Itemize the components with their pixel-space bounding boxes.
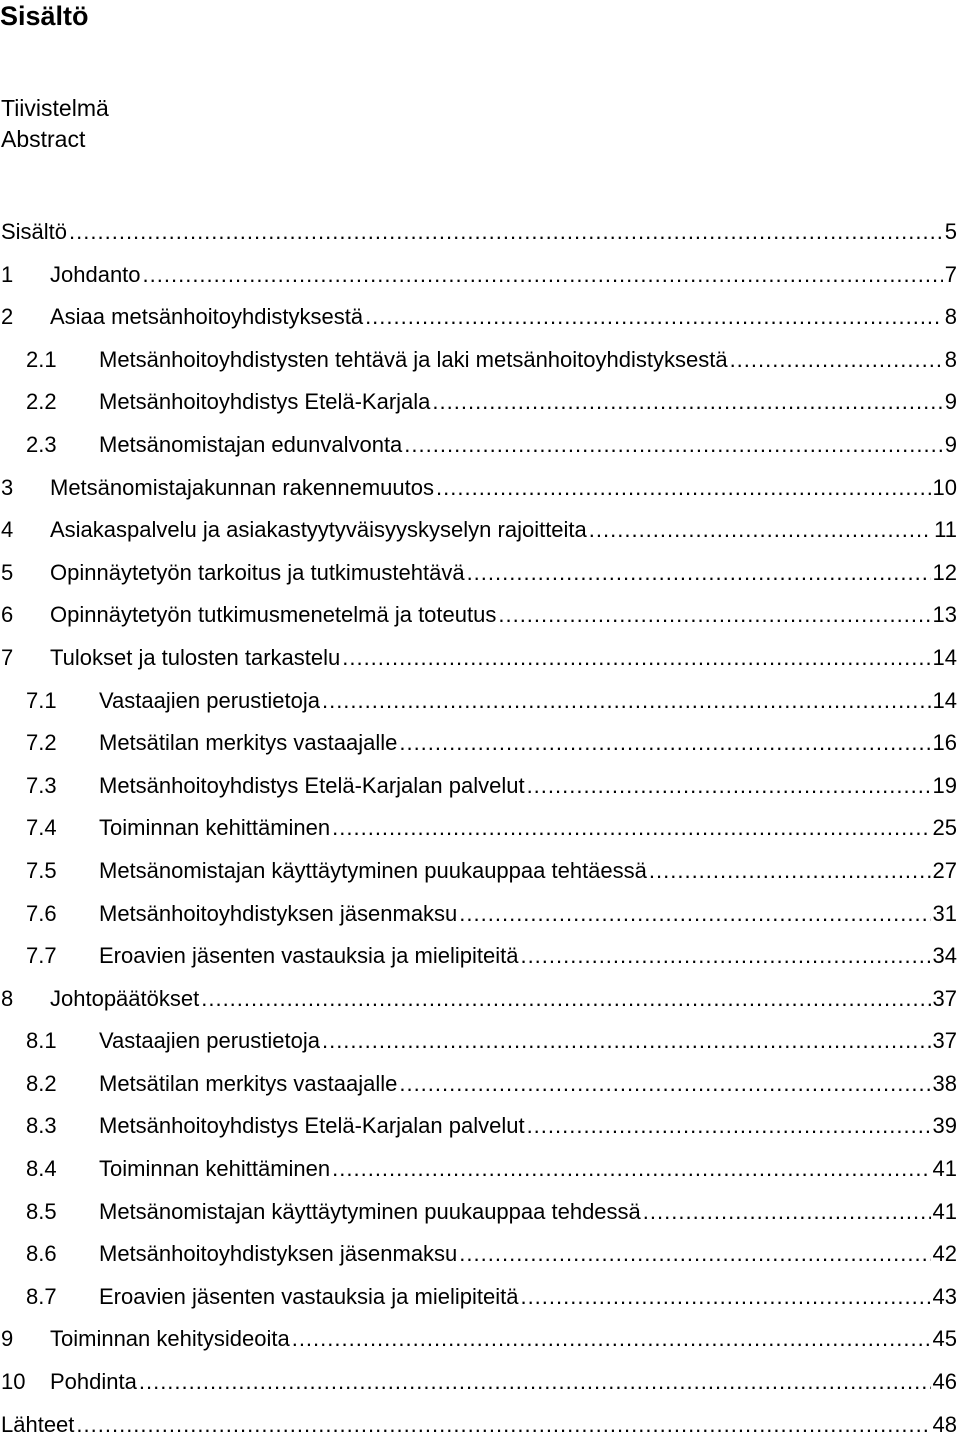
dot-leader bbox=[730, 339, 943, 382]
dot-leader bbox=[436, 467, 931, 510]
dot-leader bbox=[322, 1020, 931, 1063]
toc-entry-number: 7.1 bbox=[26, 687, 57, 713]
toc-entry-page-number: 41 bbox=[932, 1156, 957, 1182]
toc-entry-page-number: 16 bbox=[932, 730, 957, 756]
toc-entry[interactable] bbox=[0, 1361, 957, 1404]
dot-leader bbox=[467, 552, 931, 595]
toc-entry-page-number: 39 bbox=[932, 1113, 957, 1139]
dot-leader bbox=[432, 381, 942, 424]
toc-entry-line bbox=[99, 1105, 957, 1148]
toc-entry-title: Metsänhoitoyhdistysten tehtävä ja laki metsänhoitoyhdistyksestä bbox=[99, 339, 730, 382]
toc-entry-line bbox=[99, 424, 957, 467]
toc-entry[interactable] bbox=[0, 722, 957, 765]
toc-entry[interactable] bbox=[0, 594, 957, 637]
toc-entry[interactable] bbox=[0, 935, 957, 978]
toc-entry-line bbox=[99, 765, 957, 808]
dot-leader bbox=[498, 594, 930, 637]
toc-entry-line bbox=[99, 1191, 957, 1234]
toc-entry-title: Sisältö bbox=[1, 211, 69, 254]
toc-entry-title: Opinnäytetyön tutkimusmenetelmä ja toteutus bbox=[50, 594, 498, 637]
toc-entry-number: 7.2 bbox=[26, 730, 57, 756]
toc-entry-page-number: 41 bbox=[932, 1198, 957, 1224]
toc-entry[interactable] bbox=[0, 509, 957, 552]
toc-entry-line bbox=[99, 680, 957, 723]
toc-entry[interactable] bbox=[0, 1233, 957, 1276]
toc-entry-page-number: 13 bbox=[932, 602, 957, 628]
toc-entry-page-number: 45 bbox=[932, 1326, 957, 1352]
dot-leader bbox=[69, 211, 943, 254]
toc-entry-number: 4 bbox=[1, 517, 14, 543]
toc-entry[interactable] bbox=[0, 1276, 957, 1319]
toc-entry-number: 2.1 bbox=[26, 346, 57, 372]
toc-entry-number: 3 bbox=[1, 474, 14, 500]
toc-entry-page-number: 5 bbox=[944, 219, 957, 244]
toc-entry-title: Johdanto bbox=[50, 254, 143, 297]
toc-entry-number: 7.4 bbox=[26, 815, 57, 841]
toc-entry-title: Eroavien jäsenten vastauksia ja mielipiteitä bbox=[99, 935, 520, 978]
page-title: Sisältö bbox=[0, 1, 89, 31]
toc-entry-title: Toiminnan kehittäminen bbox=[99, 1148, 332, 1191]
toc-entry-title: Metsätilan merkitys vastaajalle bbox=[99, 1063, 399, 1106]
toc-entry[interactable] bbox=[0, 552, 957, 595]
toc-entry-page-number: 14 bbox=[932, 687, 957, 713]
toc-entry-number: 8.6 bbox=[26, 1241, 57, 1267]
dot-leader bbox=[459, 893, 930, 936]
dot-leader bbox=[292, 1318, 931, 1361]
prelim-abstract-fi: Tiivistelmä bbox=[1, 95, 109, 121]
toc-entry[interactable] bbox=[0, 254, 957, 297]
dot-leader bbox=[643, 1191, 931, 1234]
toc-entry-title: Pohdinta bbox=[50, 1361, 139, 1404]
toc-entry[interactable] bbox=[0, 296, 957, 339]
toc-entry[interactable] bbox=[0, 893, 957, 936]
toc-entry-page-number: 9 bbox=[944, 389, 957, 415]
toc-entry-line bbox=[99, 1063, 957, 1106]
toc-entry-number: 8 bbox=[1, 985, 14, 1011]
toc-entry-title: Asiakaspalvelu ja asiakastyytyväisyyskyselyn rajoitteita bbox=[50, 509, 589, 552]
toc-entry-line bbox=[50, 637, 957, 680]
toc-entry-title: Metsänomistajakunnan rakennemuutos bbox=[50, 467, 436, 510]
toc-entry-number: 10 bbox=[1, 1369, 26, 1395]
toc-entry-title: Metsänomistajan edunvalvonta bbox=[99, 424, 404, 467]
toc-entry-line bbox=[99, 722, 957, 765]
dot-leader bbox=[139, 1361, 931, 1404]
toc-entry-number: 6 bbox=[1, 602, 14, 628]
toc-entry-line bbox=[50, 467, 957, 510]
dot-leader bbox=[649, 850, 931, 893]
toc-entry-line bbox=[99, 935, 957, 978]
dot-leader bbox=[589, 509, 932, 552]
toc-entry-title: Asiaa metsänhoitoyhdistyksestä bbox=[50, 296, 365, 339]
toc-entry[interactable] bbox=[0, 211, 957, 254]
toc-entry-page-number: 48 bbox=[932, 1411, 957, 1437]
toc-entry-line bbox=[50, 594, 957, 637]
toc-entry-line bbox=[50, 296, 957, 339]
table-of-contents bbox=[0, 211, 957, 1446]
dot-leader bbox=[399, 722, 930, 765]
toc-entry-line bbox=[1, 1404, 957, 1446]
toc-entry-number: 7.6 bbox=[26, 900, 57, 926]
toc-entry-number: 5 bbox=[1, 559, 14, 585]
toc-entry-page-number: 34 bbox=[932, 943, 957, 969]
toc-entry-title: Metsänhoitoyhdistys Etelä-Karjalan palvelut bbox=[99, 765, 527, 808]
toc-entry-line bbox=[99, 381, 957, 424]
toc-entry-page-number: 9 bbox=[944, 431, 957, 457]
toc-entry-number: 8.7 bbox=[26, 1283, 57, 1309]
toc-entry[interactable] bbox=[0, 637, 957, 680]
toc-entry-title: Metsänhoitoyhdistyksen jäsenmaksu bbox=[99, 893, 459, 936]
toc-entry[interactable] bbox=[0, 1318, 957, 1361]
toc-entry-title: Johtopäätökset bbox=[50, 978, 201, 1021]
dot-leader bbox=[399, 1063, 930, 1106]
dot-leader bbox=[459, 1233, 930, 1276]
toc-entry-title: Metsänhoitoyhdistys Etelä-Karjala bbox=[99, 381, 432, 424]
toc-entry-page-number: 38 bbox=[932, 1070, 957, 1096]
toc-entry-line bbox=[99, 1148, 957, 1191]
toc-entry[interactable] bbox=[0, 424, 957, 467]
toc-entry-line bbox=[99, 1276, 957, 1319]
toc-entry-number: 2.3 bbox=[26, 431, 57, 457]
toc-entry-page-number: 19 bbox=[932, 772, 957, 798]
toc-entry[interactable] bbox=[0, 1020, 957, 1063]
dot-leader bbox=[143, 254, 943, 297]
toc-entry-line bbox=[99, 850, 957, 893]
toc-entry[interactable] bbox=[0, 339, 957, 382]
dot-leader bbox=[76, 1404, 930, 1446]
toc-entry[interactable] bbox=[0, 1105, 957, 1148]
toc-entry-page-number: 37 bbox=[932, 1028, 957, 1054]
toc-entry-page-number: 8 bbox=[944, 346, 957, 372]
toc-entry-page-number: 10 bbox=[932, 474, 957, 500]
toc-entry-line bbox=[99, 339, 957, 382]
toc-entry-number: 7.7 bbox=[26, 943, 57, 969]
toc-entry-line bbox=[99, 1233, 957, 1276]
toc-entry-title: Metsänhoitoyhdistys Etelä-Karjalan palvelut bbox=[99, 1105, 527, 1148]
toc-entry[interactable] bbox=[0, 765, 957, 808]
toc-entry-number: 2.2 bbox=[26, 389, 57, 415]
prelim-abstract-en: Abstract bbox=[1, 126, 86, 152]
toc-entry[interactable] bbox=[0, 467, 957, 510]
toc-entry-page-number: 43 bbox=[932, 1283, 957, 1309]
toc-entry-page-number: 12 bbox=[932, 559, 957, 585]
toc-entry-number: 7.3 bbox=[26, 772, 57, 798]
toc-entry-title: Toiminnan kehittäminen bbox=[99, 807, 332, 850]
toc-entry-line bbox=[50, 552, 957, 595]
toc-entry-line bbox=[50, 509, 957, 552]
toc-entry[interactable] bbox=[0, 381, 957, 424]
toc-entry[interactable] bbox=[0, 1404, 957, 1446]
toc-entry-number: 9 bbox=[1, 1326, 14, 1352]
toc-entry-number: 7.5 bbox=[26, 857, 57, 883]
toc-entry-page-number: 7 bbox=[944, 261, 957, 287]
dot-leader bbox=[322, 680, 931, 723]
toc-entry-title: Metsätilan merkitys vastaajalle bbox=[99, 722, 399, 765]
dot-leader bbox=[520, 1276, 930, 1319]
toc-entry-number: 8.4 bbox=[26, 1156, 57, 1182]
toc-entry-title: Toiminnan kehitysideoita bbox=[50, 1318, 292, 1361]
toc-entry[interactable] bbox=[0, 978, 957, 1021]
toc-entry-line bbox=[99, 893, 957, 936]
toc-entry-number: 2 bbox=[1, 304, 14, 330]
toc-entry-number: 1 bbox=[1, 261, 14, 287]
toc-entry-page-number: 11 bbox=[934, 517, 957, 543]
toc-entry-title: Eroavien jäsenten vastauksia ja mielipiteitä bbox=[99, 1276, 520, 1319]
dot-leader bbox=[520, 935, 930, 978]
toc-entry-line bbox=[50, 1318, 957, 1361]
toc-entry-line bbox=[99, 807, 957, 850]
toc-entry-line bbox=[50, 254, 957, 297]
toc-entry-number: 8.1 bbox=[26, 1028, 57, 1054]
toc-entry-page-number: 27 bbox=[932, 857, 957, 883]
dot-leader bbox=[527, 1105, 931, 1148]
toc-entry-title: Opinnäytetyön tarkoitus ja tutkimustehtävä bbox=[50, 552, 467, 595]
toc-entry-page-number: 46 bbox=[932, 1369, 957, 1395]
toc-entry-page-number: 25 bbox=[932, 815, 957, 841]
toc-entry-line bbox=[50, 978, 957, 1021]
toc-entry-title: Vastaajien perustietoja bbox=[99, 1020, 322, 1063]
toc-entry-page-number: 8 bbox=[944, 304, 957, 330]
toc-entry-number: 7 bbox=[1, 644, 14, 670]
toc-entry-title: Tulokset ja tulosten tarkastelu bbox=[50, 637, 342, 680]
toc-entry-title: Metsänhoitoyhdistyksen jäsenmaksu bbox=[99, 1233, 459, 1276]
dot-leader bbox=[332, 807, 930, 850]
dot-leader bbox=[332, 1148, 930, 1191]
dot-leader bbox=[527, 765, 931, 808]
toc-entry-line bbox=[50, 1361, 957, 1404]
toc-entry[interactable] bbox=[0, 1063, 957, 1106]
dot-leader bbox=[365, 296, 943, 339]
toc-entry-title: Vastaajien perustietoja bbox=[99, 680, 322, 723]
toc-entry[interactable] bbox=[0, 850, 957, 893]
toc-entry-title: Metsänomistajan käyttäytyminen puukauppaa tehtäessä bbox=[99, 850, 649, 893]
toc-entry[interactable] bbox=[0, 807, 957, 850]
toc-entry[interactable] bbox=[0, 1191, 957, 1234]
toc-entry-title: Metsänomistajan käyttäytyminen puukauppaa tehdessä bbox=[99, 1191, 643, 1234]
toc-entry-line bbox=[99, 1020, 957, 1063]
toc-entry-number: 8.3 bbox=[26, 1113, 57, 1139]
toc-entry-page-number: 42 bbox=[932, 1241, 957, 1267]
dot-leader bbox=[342, 637, 930, 680]
dot-leader bbox=[404, 424, 942, 467]
toc-entry-line bbox=[1, 211, 957, 254]
toc-entry-page-number: 14 bbox=[932, 644, 957, 670]
toc-entry-number: 8.2 bbox=[26, 1070, 57, 1096]
toc-entry-page-number: 31 bbox=[932, 900, 957, 926]
toc-entry[interactable] bbox=[0, 680, 957, 723]
toc-entry[interactable] bbox=[0, 1148, 957, 1191]
toc-entry-number: 8.5 bbox=[26, 1198, 57, 1224]
toc-entry-title: Lähteet bbox=[1, 1404, 76, 1446]
toc-entry-page-number: 37 bbox=[932, 985, 957, 1011]
dot-leader bbox=[201, 978, 930, 1021]
